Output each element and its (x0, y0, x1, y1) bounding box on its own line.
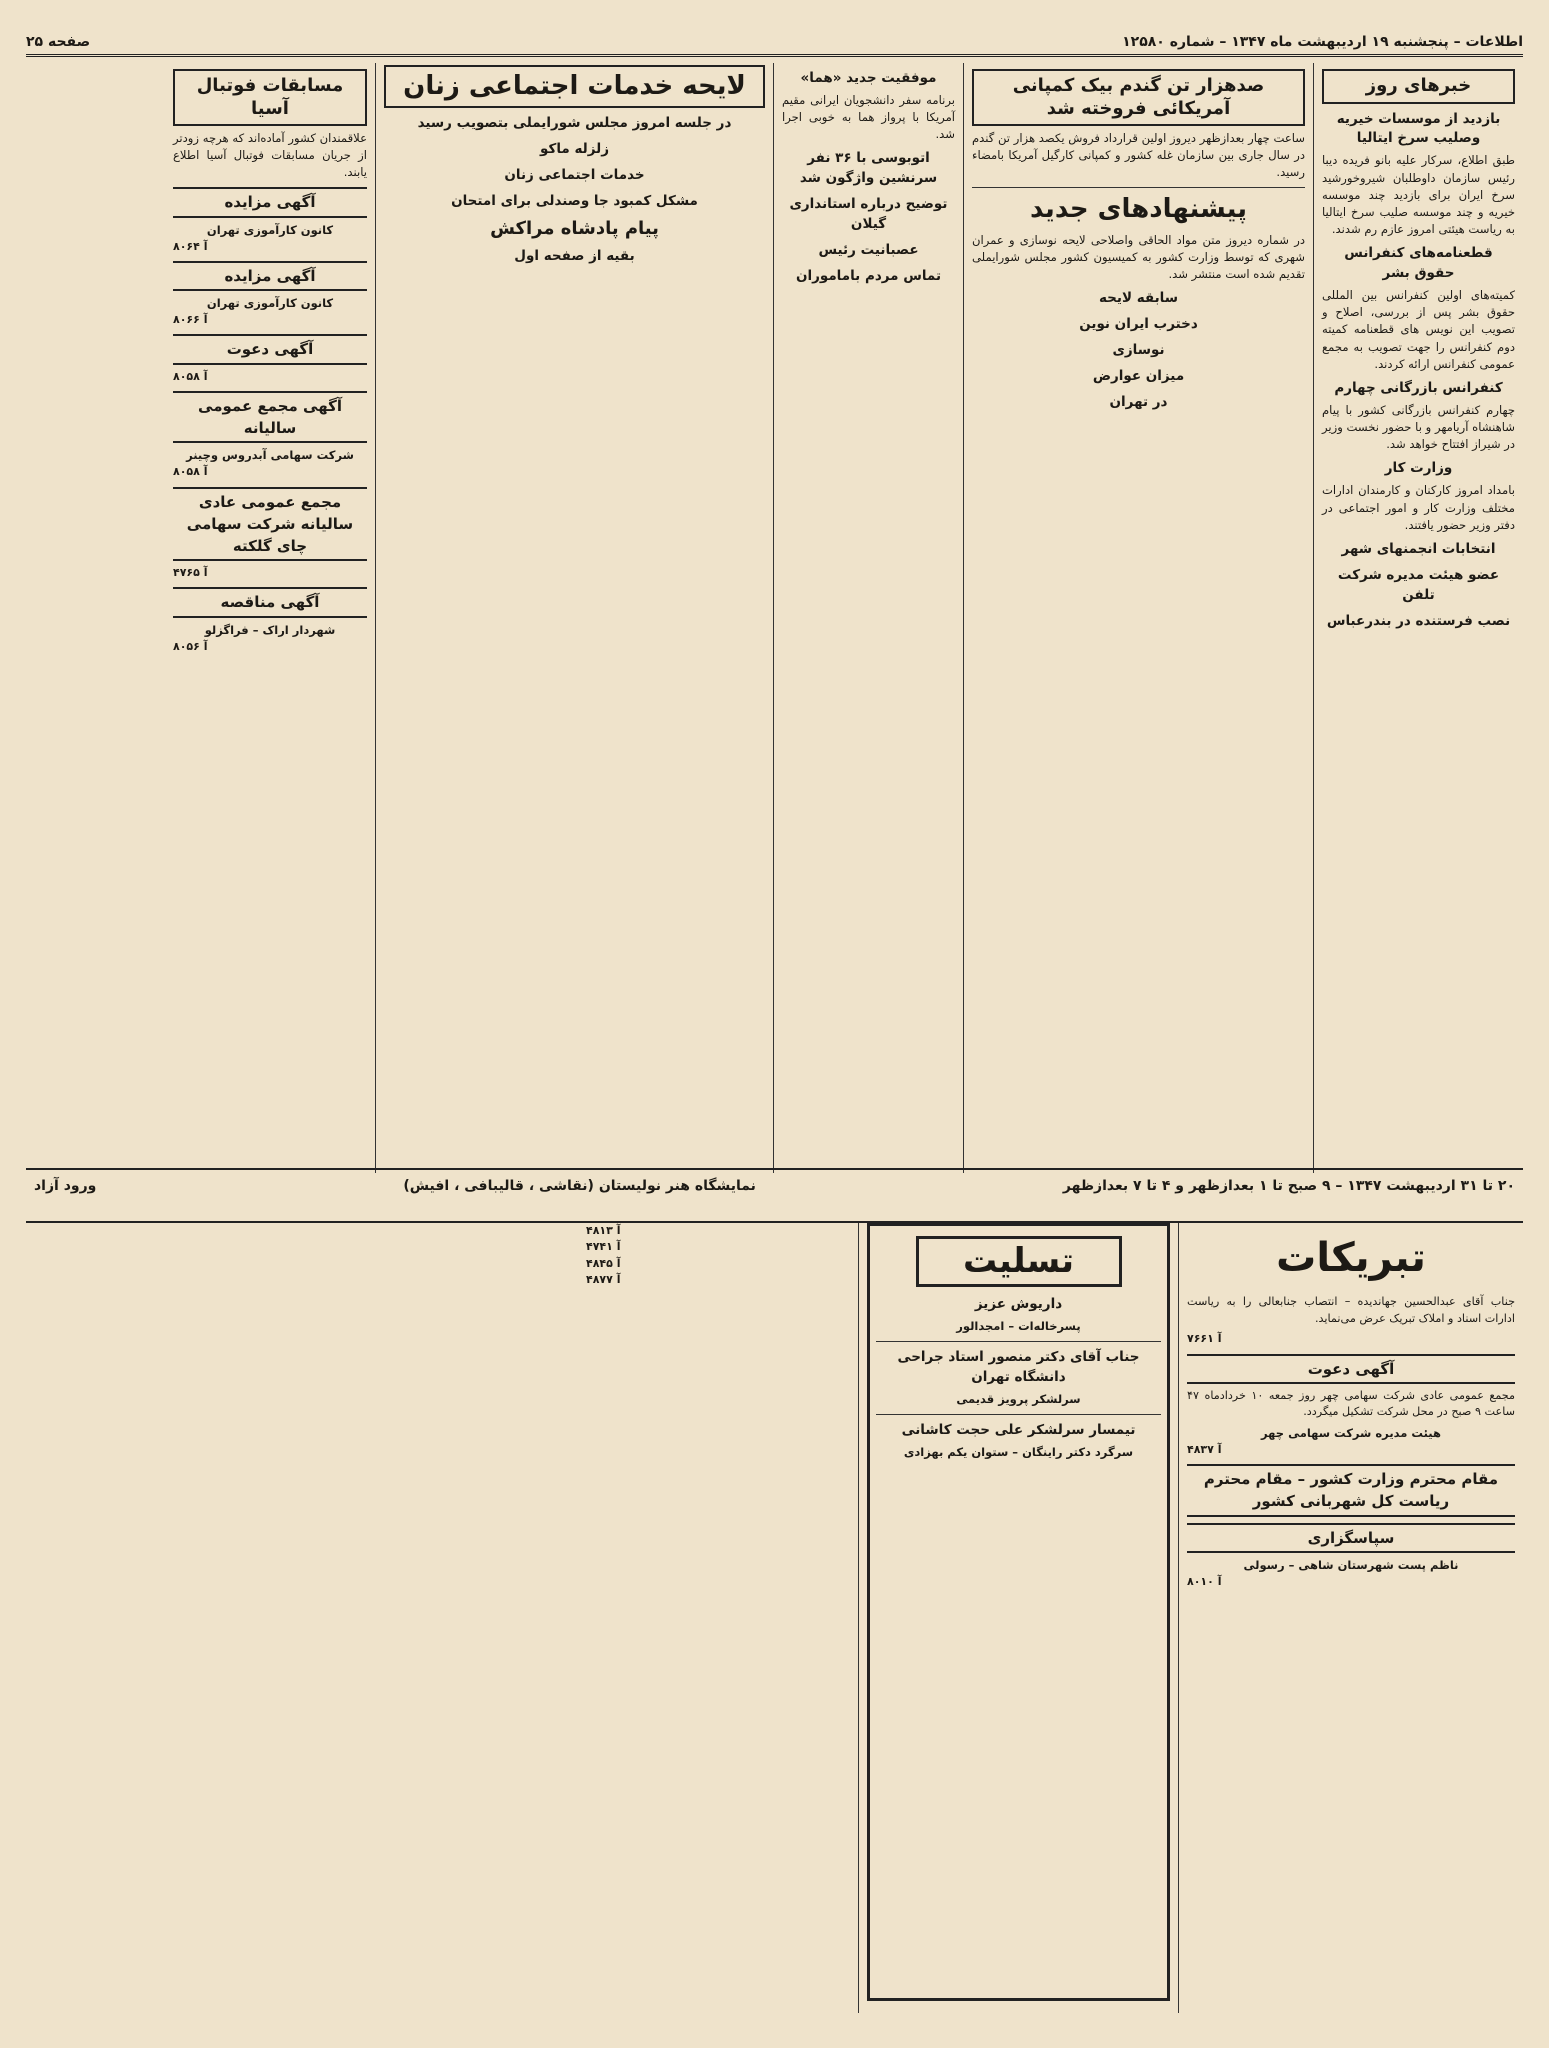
ad-ref: آ ۸۰۶۴ (173, 239, 208, 253)
subhead: میزان عوارض (1092, 368, 1185, 385)
women-subhead: در جلسه امروز مجلس شورایملی بتصویب رسید (417, 115, 732, 132)
news-headline: وزارت کار (1384, 460, 1453, 477)
subhead: خدمات اجتماعی زنان (504, 167, 645, 184)
huma-paragraph: برنامه سفر دانشجویان ایرانی مقیم آمریکا با پرواز هما به خوبی اجرا شد. (782, 92, 955, 142)
mourning-headline: تسلیت (916, 1236, 1122, 1287)
thanks-signature: ناظم پست شهرستان شاهی – رسولی (1243, 1557, 1459, 1572)
ad-ref: آ ۸۰۱۰ (1187, 1574, 1222, 1588)
ad-signature: شهردار اراک – فراگزلو (204, 622, 336, 637)
tabrik-headline: تبریکات (1276, 1235, 1426, 1281)
news-headline: کنفرانس بازرگانی چهارم (1334, 379, 1503, 396)
page-number: صفحه ۲۵ (26, 34, 91, 50)
contact-headline: تماس مردم باماموران (795, 268, 942, 285)
subhead: مشکل کمبود جا وصندلی برای امتحان (451, 193, 698, 210)
invite-title: آگهی دعوت (1187, 1354, 1515, 1384)
ad-ref: آ ۴۸۳۷ (1187, 1442, 1222, 1456)
morocco-headline: پیام پادشاه مراکش (490, 218, 659, 240)
mourning-item: داریوش عزیز (974, 1296, 1063, 1313)
ad-ref: آ ۴۸۴۵ (586, 1256, 621, 1270)
subhead: نوسازی (1112, 342, 1165, 359)
ad-ref: آ ۴۷۶۵ (173, 566, 208, 580)
news-column (1313, 63, 1523, 1173)
ad-signature: شرکت سهامی آبدروس وچینر (186, 448, 354, 463)
divider (876, 1341, 1161, 1342)
ad-title: آگهی مجمع عمومی سالیانه (173, 391, 367, 443)
ad-ref: آ ۷۶۶۱ (1187, 1332, 1222, 1346)
exhibition-strip (26, 1168, 1523, 1202)
news-headline: بازدید از موسسات خیریه وصلیب سرخ ایتالیا (1336, 110, 1501, 147)
exhibition-dates: ۲۰ تا ۳۱ اردیبهشت ۱۳۴۷ – ۹ صبح تا ۱ بعدازظهر و ۴ تا ۷ بعدازظهر (1062, 1178, 1515, 1194)
football-paragraph: علاقمندان کشور آماده‌اند که هرچه زودتر از جریان مسابقات فوتبال آسیا اطلاع یابند. (173, 131, 367, 180)
ad-ref: آ ۸۰۵۸ (173, 465, 208, 479)
mourning-signature: پسرخاله‌ات – امجدالور (956, 1319, 1081, 1334)
mourning-box (867, 1223, 1170, 2001)
ad-signature: کانون کارآموزی تهران (206, 296, 334, 311)
news-paragraph: بامداد امروز کارکنان و کارمندان ادارات مختلف وزارت کار و امور اجتماعی در دفتر وزیر حضور یافتند. (1322, 483, 1515, 532)
proposals-headline: پیشنهادهای جدید (1030, 194, 1247, 225)
lower-columns (26, 1221, 1523, 2013)
angry-headline: عصبانیت رئیس (818, 242, 919, 259)
news-headline: قطعنامه‌های کنفرانس حقوق بشر (1344, 245, 1493, 282)
wheat-paragraph: ساعت چهار بعدازظهر دیروز اولین قرارداد فروش یکصد هزار تن گندم در سال جاری بین سازمان غله کشور و کمپانی کارگیل آمریکا بامضاء رسید. (972, 131, 1305, 180)
invite-signature: هیئت مدیره شرکت سهامی چهر (1261, 1425, 1441, 1440)
ad-title: آگهی دعوت (173, 334, 367, 364)
petition-title: مقام محترم وزارت کشور – مقام محترم ریاست کل شهربانی کشور (1187, 1464, 1515, 1516)
tabrik-body: جناب آقای عبدالحسین جهاندیده – انتصاب جنابعالی را به ریاست ادارات اسناد و املاک تبریک عرض می‌نماید. (1187, 1295, 1515, 1325)
lower-ads-column (578, 1223, 858, 2013)
mourning-column (858, 1223, 1178, 2013)
subhead: زلزله ماکو (540, 141, 609, 158)
proposals-paragraph: در شماره دیروز متن مواد الحاقی واصلاحی لایحه نوسازی و عمران شهری که توسط وزارت کشور به کمیسیون کشور مجلس شورایملی تقدیم شده است منتشر شد. (972, 232, 1305, 281)
subhead: در تهران (1109, 394, 1168, 410)
women-headline: لایحه خدمات اجتماعی زنان (384, 65, 765, 108)
news-headline: عضو هیئت مدیره شرکت تلفن (1337, 566, 1500, 603)
ad-title: آگهی مزایده (173, 187, 367, 217)
news-paragraph: کمیته‌های اولین کنفرانس بین المللی حقوق بشر پس از بررسی، اصلاح و تصویب این نویس های قطعنامه کمیته دوم کنفرانس را جهت تصویب به مجمع عمومی کنفرانس ارائه کردند. (1322, 288, 1515, 371)
ad-ref: آ ۴۸۷۷ (586, 1272, 621, 1286)
mourning-signature: سرگرد دکتر راینگان – ستوان یکم بهزادی (903, 1445, 1134, 1460)
mourning-item: تیمسار سرلشکر علی حجت کاشانی (901, 1422, 1136, 1439)
upper-columns (26, 63, 1523, 1173)
page-issue: اطلاعات – پنجشنبه ۱۹ اردیبهشت ماه ۱۳۴۷ – شماره ۱۲۵۸۰ (1122, 34, 1523, 50)
ad-ref: آ ۸۰۵۶ (173, 639, 208, 653)
thanks-title: سپاسگزاری (1187, 1523, 1515, 1553)
subhead: سابقه لایحه (1098, 290, 1179, 307)
divider (972, 187, 1305, 188)
invite-body: مجمع عمومی عادی شرکت سهامی چهر روز جمعه ۱۰ خردادماه ۴۷ ساعت ۹ صبح در محل شرکت تشکیل میگردد. (1187, 1388, 1515, 1419)
ad-ref: آ ۸۰۵۸ (173, 369, 208, 383)
wheat-headline: صدهزار تن گندم بیک کمپانی آمریکائی فروخته شد (972, 69, 1305, 126)
football-headline: مسابقات فوتبال آسیا (173, 69, 367, 126)
mourning-signature: سرلشکر پرویز قدیمی (956, 1392, 1081, 1407)
exhibition-title: نمایشگاه هنر نولیستان (نقاشی ، قالیبافی ، افیش) (403, 1178, 756, 1194)
ad-ref: آ ۴۷۴۱ (586, 1240, 621, 1254)
news-column-title: خبرهای روز (1322, 69, 1515, 104)
divider (876, 1414, 1161, 1415)
masthead (26, 26, 1523, 57)
huma-headline: موفقیت جدید «هما» (800, 70, 937, 86)
subhead: بقیه از صفحه اول (514, 247, 635, 264)
huma-column (773, 63, 963, 1173)
ad-title: مجمع عمومی عادی سالیانه شرکت سهامی چای گلکته (173, 487, 367, 562)
ad-ref: آ ۴۸۱۳ (586, 1224, 621, 1237)
bus-headline: اتوبوسی با ۳۶ نفر سرنشین واژگون شد (799, 150, 938, 187)
news-headline: نصب فرستنده در بندرعباس (1326, 612, 1511, 629)
gilan-headline: توضیح درباره استانداری گیلان (789, 196, 948, 233)
ads-column (165, 63, 375, 1173)
tabrik-column (1178, 1223, 1523, 2013)
ad-ref: آ ۸۰۶۶ (173, 313, 208, 327)
news-paragraph: طبق اطلاع، سرکار علیه بانو فریده دیبا رئیس سازمان داوطلبان شیروخورشید سرخ ایران برای بازدید چند موسسه خیریه و چند موسسه صلیب سرخ ایتالیا به ریاست هیئتی امروز عازم رم شدند. (1322, 153, 1515, 237)
ad-title: آگهی مزایده (173, 261, 367, 291)
subhead: دخترب ایران نوین (1079, 316, 1198, 333)
news-headline: انتخابات انجمنهای شهر (1341, 540, 1496, 557)
ad-signature: کانون کارآموزی تهران (206, 222, 334, 237)
news-paragraph: چهارم کنفرانس بازرگانی کشور با پیام شاهنشاه آریامهر و با حضور نخست وزیر در شیراز افتتاح خواهد شد. (1322, 402, 1515, 452)
women-column (375, 63, 773, 1173)
ad-title: آگهی مناقصه (173, 587, 367, 617)
wheat-column (963, 63, 1313, 1173)
mourning-item: جناب آقای دکتر منصور استاد جراحی دانشگاه تهران (897, 1349, 1140, 1386)
exhibition-entry: ورود آزاد (34, 1178, 97, 1194)
